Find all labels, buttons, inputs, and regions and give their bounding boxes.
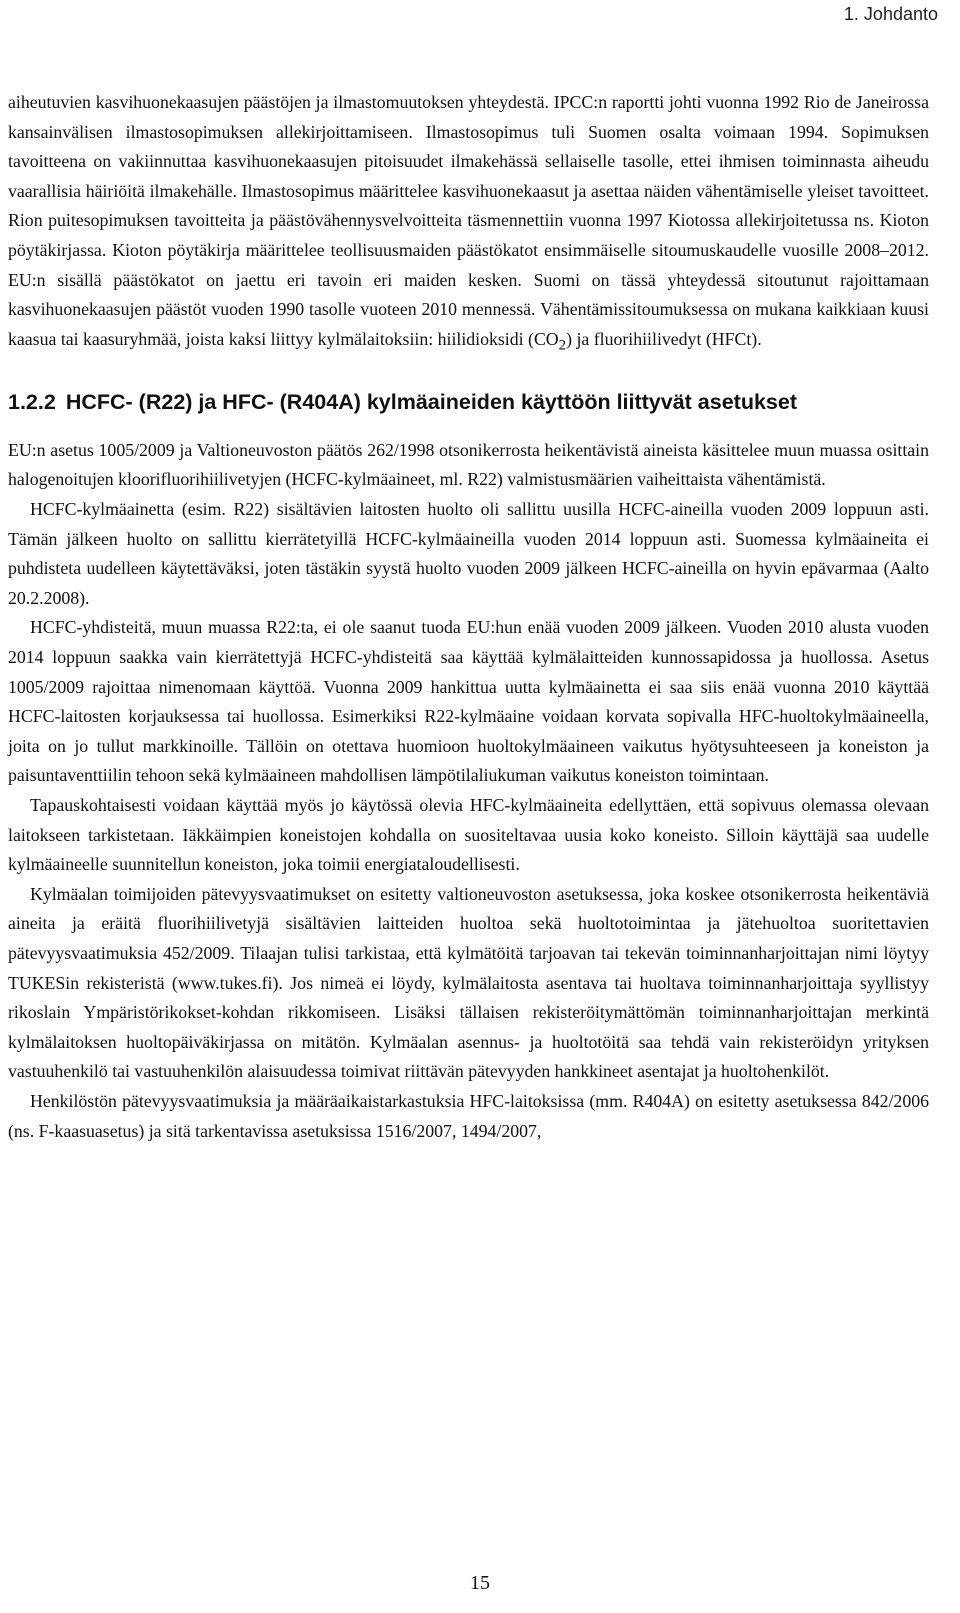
co2-subscript: 2 xyxy=(558,337,567,354)
section-number: 1.2.2 xyxy=(8,389,56,414)
paragraph-climate-agreements xyxy=(8,88,929,361)
paragraph: HCFC-yhdisteitä, muun muassa R22:ta, ei ole saanut tuoda EU:hun enää vuoden 2009 jälkeen. Vuoden 2010 alusta vuoden 2014 loppuun saakka vain kierrätettyjä HCFC-yhdisteitä saa käyttää kylmälaitteiden kunnossapidossa ja huollossa. Asetus 1005/2009 rajoittaa nimenomaan käyttöä. Vuonna 2009 hankittua uutta kylmäainetta ei saa siis enää vuonna 2010 käyttää HCFC-laitosten korjauksessa tai huollossa. Esimerkiksi R22-kylmäaine voidaan korvata sopivalla HFC-huoltokylmäaineella, joita on jo tullut markkinoille. Tällöin on otettava huomioon huoltokylmäaineen vaikutus hyötysuhteeseen ja koneiston ja paisuntaventtiilin tehoon sekä kylmäaineen mahdollisen lämpötilaliukuman vaikutus koneiston toimintaan. xyxy=(8,617,929,786)
page-number: 15 xyxy=(470,1572,490,1594)
page-body xyxy=(8,88,929,1146)
paragraph: HCFC-kylmäainetta (esim. R22) sisältävien laitosten huolto oli sallittu uusilla HCFC-aineilla vuoden 2009 loppuun asti. Tämän jälkeen huolto on sallittu kierrätetyillä HCFC-kylmäaineilla vuoden 2014 loppuun asti. Suomessa kylmäaineita ei puhdisteta uudelleen käytettäväksi, joten tästäkin syystä huolto vuoden 2009 jälkeen HCFC-aineilla on hyvin epävarmaa (Aalto 20.2.2008). xyxy=(8,499,929,608)
section-title: HCFC- (R22) ja HFC- (R404A) kylmäaineiden käyttöön liittyvät asetukset xyxy=(65,389,798,414)
paragraph-text: aiheutuvien kasvihuonekaasujen päästöjen ja ilmastomuutoksen yhteydestä. IPCC:n raportti johti vuonna 1992 Rio de Janeirossa kansainvälisen ilmastosopimuksen allekirjoittamiseen. Ilmastosopimus tuli Suomen osalta voimaan 1994. Sopimuksen tavoitteena on vakiinnuttaa kasvihuonekaasujen pitoisuudet ilmakehässä sellaiselle tasolle, ettei ihmisen toiminnasta aiheudu vaarallisia häiriöitä ilmakehälle. Ilmastosopimus määrittelee kasvihuonekaasut ja asettaa näiden vähentämiselle yleiset tavoitteet. Rion puitesopimuksen tavoitteita ja päästövähennysvelvoitteita täsmennettiin vuonna 1997 Kiotossa allekirjoitetussa ns. Kioton pöytäkirjassa. Kioton pöytäkirja määrittelee teollisuusmaiden päästökatot ensimmäiselle sitoumuskaudelle vuosille 2008–2012. EU:n sisällä päästökatot on jaettu eri tavoin eri maiden kesken. Suomi on tässä yhteydessä sitoutunut rajoittamaan kasvihuonekaasujen päästöt vuoden 1990 tasolle vuoteen 2010 mennessä. Vähentämissitoumuksessa on mukana kaikkiaan kuusi kaasua tai kaasuryhmää, joista kaksi liittyy kylmälaitoksiin: hiilidioksidi (CO xyxy=(8,92,929,349)
section-heading xyxy=(8,387,929,417)
paragraph: Kylmäalan toimijoiden pätevyysvaatimukset on esitetty valtioneuvoston asetuksessa, joka koskee otsonikerrosta heikentäviä aineita ja eräitä fluorihiilivetyjä sisältävien laitteiden huoltoa sekä huoltotoimintaa ja jätehuoltoa suoritettavien pätevyysvaatimuksia 452/2009. Tilaajan tulisi tarkistaa, että kylmätöitä tarjoavan tai tekevän toiminnanharjoittajan nimi löytyy TUKESin rekisteristä (www.tukes.fi). Jos nimeä ei löydy, kylmälaitosta asentava tai huoltava toiminnanharjoittaja syyllistyy rikoslain Ympäristörikokset-kohdan rikkomiseen. Lisäksi tällaisen rekisteröitymättömän toiminnanharjoittajan merkintä kylmälaitoksen huoltopäiväkirjassa on mitätön. Kylmäalan asennus- ja huoltotöitä saa tehdä vain rekisteröidyn yrityksen vastuuhenkilö tai vastuuhenkilön alaisuudessa toimivat riittävän pätevyyden hankkineet asentajat ja huoltohenkilöt. xyxy=(8,883,929,1082)
paragraph-text-end: ) ja fluorihiilivedyt (HFCt). xyxy=(566,328,762,349)
running-header-chapter: 1. Johdanto xyxy=(843,4,938,24)
paragraph: Tapauskohtaisesti voidaan käyttää myös jo käytössä olevia HFC-kylmäaineita edellyttäen, että sopivuus olemassa olevaan laitokseen tarkistetaan. Iäkkäimpien koneistojen kohdalla on suositeltavaa uusia koko koneisto. Silloin käyttäjä saa uudelle kylmäaineelle suunnitellun koneiston, joka toimii energiataloudellisesti. xyxy=(8,795,929,875)
paragraph: EU:n asetus 1005/2009 ja Valtioneuvoston päätös 262/1998 otsonikerrosta heikentävistä aineista käsittelee muun muassa osittain halogenoitujen kloorifluorihiilivetyjen (HCFC-kylmäaineet, ml. R22) valmistusmäärien vaiheittaista vähentämistä. xyxy=(8,439,929,490)
paragraph: Henkilöstön pätevyysvaatimuksia ja määräaikaistarkastuksia HFC-laitoksissa (mm. R404A) on esitetty asetuksessa 842/2006 (ns. F-kaasuasetus) ja sitä tarkentavissa asetuksissa 1516/2007, 1494/2007, xyxy=(8,1090,929,1141)
